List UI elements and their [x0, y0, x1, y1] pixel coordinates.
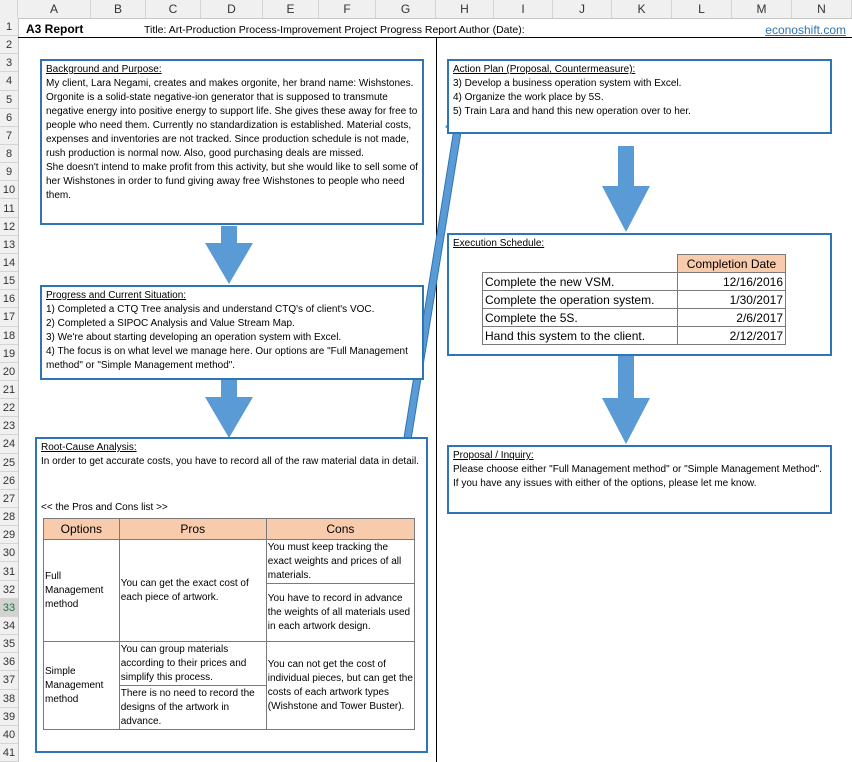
pros-cons-table [43, 518, 415, 730]
row-header-25[interactable]: 25 [0, 454, 18, 472]
down-arrow-3 [602, 146, 650, 232]
site-link[interactable]: econoshift.com [765, 23, 846, 37]
row-header-29[interactable]: 29 [0, 526, 18, 544]
background-heading: Background and Purpose: [46, 64, 162, 75]
column-header-bar [0, 0, 852, 19]
action-line: 4) Organize the work place by 5S. [453, 92, 604, 103]
row-header-bar [0, 18, 19, 762]
row-header-5[interactable]: 5 [0, 91, 18, 109]
row-header-8[interactable]: 8 [0, 145, 18, 163]
root-cause-box [35, 437, 428, 753]
select-all-corner[interactable] [0, 0, 18, 18]
row-header-32[interactable]: 32 [0, 581, 18, 599]
row-header-11[interactable]: 11 [0, 200, 18, 218]
simple-pros-cell: There is no need to record the designs of the artwork in advance. [119, 686, 266, 730]
row-header-38[interactable]: 38 [0, 690, 18, 708]
background-text: My client, Lara Negami, creates and makes orgonite, her brand name: Wishstones. Orgonite is a solid-state negative-ion generator that is supposed to transmute negative energy into positive energy to support life. She gives these away for free to people who need them. Currently no standardization is established. Material costs, expenses and inventories are not tracked. Since production schedule is not made, rush production is normal now. Also, good purchasing deals are missed. [46, 78, 418, 159]
root-cause-heading: Root-Cause Analysis: [41, 442, 137, 453]
schedule-date: 12/16/2016 [678, 273, 786, 291]
row-header-30[interactable]: 30 [0, 544, 18, 562]
proposal-text: Please choose either "Full Management method" or "Simple Management Method". If you have any issues with either of the options, please let me know. [453, 464, 822, 489]
row-header-36[interactable]: 36 [0, 653, 18, 671]
schedule-date: 1/30/2017 [678, 291, 786, 309]
column-header-m[interactable]: M [732, 0, 792, 18]
schedule-task: Hand this system to the client. [483, 327, 678, 345]
progress-line: 3) We're about starting developing an operation system with Excel. [46, 332, 342, 343]
row-header-14[interactable]: 14 [0, 254, 18, 272]
progress-box [40, 285, 424, 380]
row-header-40[interactable]: 40 [0, 726, 18, 744]
row-header-6[interactable]: 6 [0, 109, 18, 127]
simple-cons-cell: You can not get the cost of individual pieces, but can get the costs of each artwork types (Wishstone and Tower Buster). [266, 642, 414, 730]
row-header-39[interactable]: 39 [0, 708, 18, 726]
row-header-33[interactable]: 33 [0, 599, 18, 617]
row-header-17[interactable]: 17 [0, 308, 18, 326]
execution-schedule-heading: Execution Schedule: [453, 238, 545, 249]
row-header-31[interactable]: 31 [0, 563, 18, 581]
schedule-task: Complete the 5S. [483, 309, 678, 327]
full-option-cell: Full Management method [44, 540, 120, 642]
column-header-h[interactable]: H [436, 0, 494, 18]
proposal-heading: Proposal / Inquiry: [453, 450, 534, 461]
column-header-d[interactable]: D [201, 0, 263, 18]
full-pros-cell: You can get the exact cost of each piece of artwork. [119, 540, 266, 642]
row-header-12[interactable]: 12 [0, 218, 18, 236]
action-line: 3) Develop a business operation system with Excel. [453, 78, 682, 89]
column-header-g[interactable]: G [376, 0, 436, 18]
row-header-35[interactable]: 35 [0, 635, 18, 653]
row-header-1[interactable]: 1 [0, 18, 18, 36]
schedule-date: 2/6/2017 [678, 309, 786, 327]
row-header-18[interactable]: 18 [0, 327, 18, 345]
row-header-27[interactable]: 27 [0, 490, 18, 508]
row-header-4[interactable]: 4 [0, 72, 18, 90]
action-plan-box [447, 59, 832, 134]
row-header-3[interactable]: 3 [0, 54, 18, 72]
row-header-19[interactable]: 19 [0, 345, 18, 363]
background-box [40, 59, 424, 225]
full-cons-cell: You must keep tracking the exact weights and prices of all materials. [266, 540, 414, 584]
pros-cons-title: << the Pros and Cons list >> [41, 502, 168, 513]
progress-heading: Progress and Current Situation: [46, 290, 187, 301]
row-header-26[interactable]: 26 [0, 472, 18, 490]
row-header-9[interactable]: 9 [0, 163, 18, 181]
row-header-34[interactable]: 34 [0, 617, 18, 635]
column-header-a[interactable]: A [18, 0, 91, 18]
column-header-e[interactable]: E [263, 0, 319, 18]
proposal-box [447, 445, 832, 514]
report-label: A3 Report [26, 22, 84, 36]
schedule-task: Complete the operation system. [483, 291, 678, 309]
row-header-7[interactable]: 7 [0, 127, 18, 145]
column-header-b[interactable]: B [91, 0, 146, 18]
row-header-41[interactable]: 41 [0, 744, 18, 762]
row-header-16[interactable]: 16 [0, 290, 18, 308]
row-header-20[interactable]: 20 [0, 363, 18, 381]
column-header-n[interactable]: N [792, 0, 852, 18]
column-header-f[interactable]: F [319, 0, 376, 18]
progress-line: 2) Completed a SIPOC Analysis and Value Stream Map. [46, 318, 295, 329]
down-arrow-4 [602, 356, 650, 444]
schedule-task: Complete the new VSM. [483, 273, 678, 291]
progress-line: 1) Completed a CTQ Tree analysis and understand CTQ's of client's VOC. [46, 304, 375, 315]
row-header-37[interactable]: 37 [0, 671, 18, 689]
completion-date-header: Completion Date [678, 255, 786, 273]
column-header-k[interactable]: K [612, 0, 672, 18]
row-header-2[interactable]: 2 [0, 36, 18, 54]
pros-header: Pros [119, 519, 266, 540]
row-header-23[interactable]: 23 [0, 417, 18, 435]
column-header-j[interactable]: J [553, 0, 612, 18]
schedule-date: 2/12/2017 [678, 327, 786, 345]
worksheet [18, 18, 852, 762]
row-header-24[interactable]: 24 [0, 435, 18, 453]
schedule-blank-cell [483, 255, 678, 273]
column-header-i[interactable]: I [494, 0, 553, 18]
action-plan-heading: Action Plan (Proposal, Countermeasure): [453, 64, 636, 75]
background-text-2: She doesn't intend to make profit from this activity, but she would like to sell some of her Wishstones in order to fund giving away free Wishstones to people who need them. [46, 162, 418, 201]
execution-schedule-box [447, 233, 832, 356]
row-header-21[interactable]: 21 [0, 381, 18, 399]
action-line: 5) Train Lara and hand this new operation over to her. [453, 106, 691, 117]
report-title: Title: Art-Production Process-Improvement Project Progress Report Author (Date): [144, 24, 525, 36]
row-header-28[interactable]: 28 [0, 508, 18, 526]
column-header-l[interactable]: L [672, 0, 732, 18]
schedule-table [482, 254, 786, 345]
cons-header: Cons [266, 519, 414, 540]
progress-line: 4) The focus is on what level we manage here. Our options are "Full Management method" or "Simple Management method". [46, 346, 408, 371]
row-header-13[interactable]: 13 [0, 236, 18, 254]
row-header-15[interactable]: 15 [0, 272, 18, 290]
row-header-22[interactable]: 22 [0, 399, 18, 417]
down-arrow-2 [205, 380, 253, 438]
full-cons-cell: You have to record in advance the weights of all materials used in each artwork design. [266, 584, 414, 642]
options-header: Options [44, 519, 120, 540]
row-header-10[interactable]: 10 [0, 181, 18, 199]
simple-pros-cell: You can group materials according to their prices and simplify this process. [119, 642, 266, 686]
root-cause-text: In order to get accurate costs, you have to record all of the raw material data in detail. [41, 456, 419, 467]
column-header-c[interactable]: C [146, 0, 201, 18]
simple-option-cell: Simple Management method [44, 642, 120, 730]
down-arrow-1 [205, 226, 253, 284]
